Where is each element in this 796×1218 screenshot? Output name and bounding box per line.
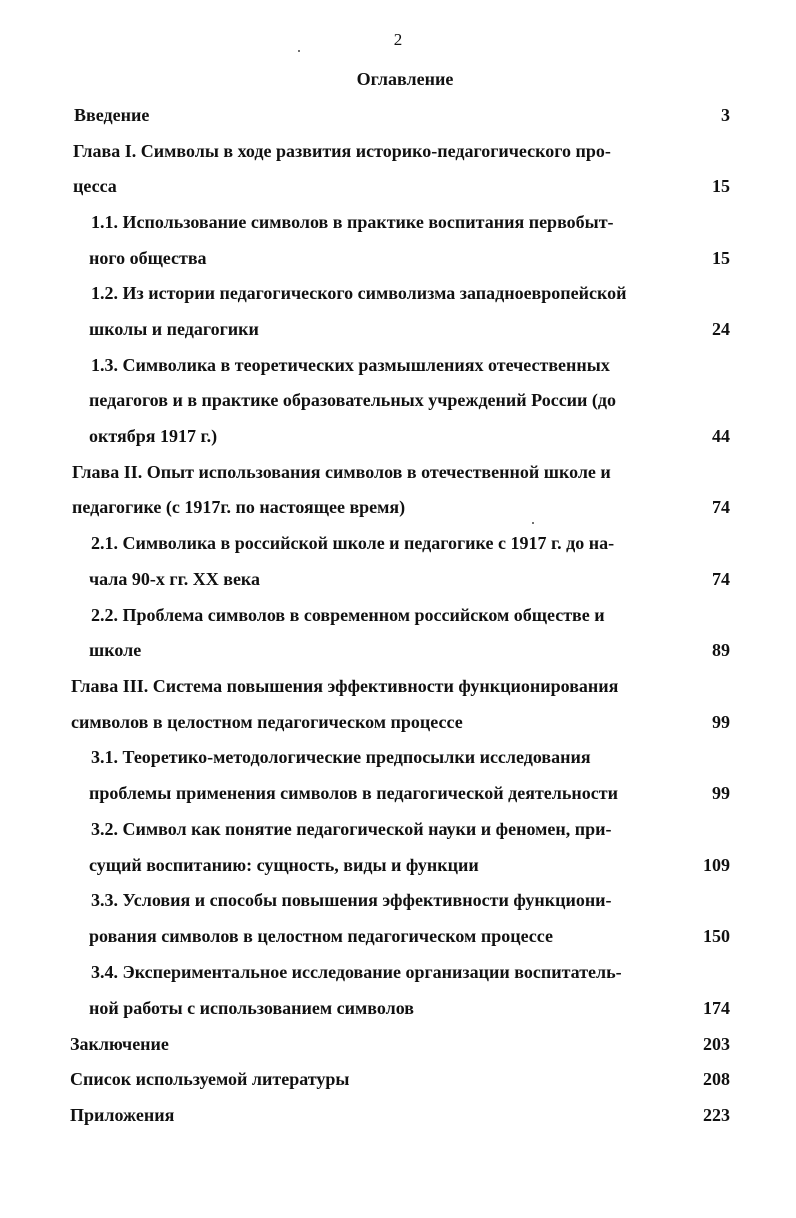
toc-entry-line: Глава I. Символы в ходе развития историко-педагогического про- (73, 141, 611, 161)
toc-page-number: 150 (703, 926, 730, 946)
toc-entry-line: Введение (74, 105, 150, 125)
toc-entry-line: 3.4. Экспериментальное исследование организации воспитатель- (91, 962, 622, 982)
toc-entry-line: 1.3. Символика в теоретических размышлениях отечественных (91, 355, 610, 375)
toc-entry-line: символов в целостном педагогическом процессе (71, 712, 463, 732)
toc-entry-line: Глава II. Опыт использования символов в отечественной школе и (72, 462, 611, 482)
toc-entry-line: Заключение (70, 1034, 169, 1054)
toc-entry-line: 1.2. Из истории педагогического символизма западноевропейской (91, 283, 627, 303)
toc-page-number: 174 (703, 998, 730, 1018)
toc-entry-line: ной работы с использованием символов (89, 998, 415, 1018)
toc-entry-line: Глава III. Система повышения эффективности функционирования (71, 676, 619, 696)
toc-entry-line: рования символов в целостном педагогическом процессе (89, 926, 553, 946)
toc-entry-line: 1.1. Использование символов в практике воспитания первобыт- (91, 212, 614, 232)
toc-entry-line: проблемы применения символов в педагогической деятельности (89, 783, 618, 803)
toc-page-number: 223 (703, 1105, 730, 1125)
toc-page-number: 44 (712, 426, 730, 446)
toc-page-number: 89 (712, 640, 730, 660)
scan-speck (532, 522, 534, 524)
toc-entry-line: сущий воспитанию: сущность, виды и функции (89, 855, 479, 875)
toc-title: Оглавление (356, 69, 454, 89)
toc-page-number: 24 (712, 319, 730, 339)
toc-entry-line: Приложения (70, 1105, 175, 1125)
scan-speck (298, 50, 300, 52)
toc-entry-line: ного общества (89, 248, 207, 268)
toc-page-number: 15 (712, 176, 730, 196)
toc-entry-line: Список используемой литературы (70, 1069, 350, 1089)
toc-entry-line: чала 90-х гг. XX века (89, 569, 261, 589)
toc-page-number: 208 (703, 1069, 730, 1089)
toc-page-number: 99 (712, 783, 730, 803)
toc-entry-line: 2.2. Проблема символов в современном российском обществе и (91, 605, 605, 625)
toc-entry-line: цесса (73, 176, 117, 196)
toc-entry-line: педагогике (с 1917г. по настоящее время) (72, 497, 406, 517)
toc-page-number: 99 (712, 712, 730, 732)
toc-page-number: 74 (712, 497, 730, 517)
toc-entry-line: педагогов и в практике образовательных учреждений России (до (89, 390, 617, 410)
toc-page-number: 203 (703, 1034, 730, 1054)
toc-page-number: 109 (703, 855, 730, 875)
toc-page-number: 15 (712, 248, 730, 268)
toc-page-number: 74 (712, 569, 730, 589)
toc-entry-line: школы и педагогики (89, 319, 259, 339)
page-number: 2 (393, 30, 403, 49)
toc-entry-line: 3.1. Теоретико-методологические предпосылки исследования (91, 747, 591, 767)
toc-page-number: 3 (721, 105, 730, 125)
toc-entry-line: 3.3. Условия и способы повышения эффективности функциони- (91, 890, 612, 910)
toc-entry-line: 2.1. Символика в российской школе и педагогике с 1917 г. до на- (91, 533, 615, 553)
toc-entry-line: октября 1917 г.) (89, 426, 218, 446)
toc-entry-line: 3.2. Символ как понятие педагогической науки и феномен, при- (91, 819, 612, 839)
toc-entry-line: школе (89, 640, 142, 660)
